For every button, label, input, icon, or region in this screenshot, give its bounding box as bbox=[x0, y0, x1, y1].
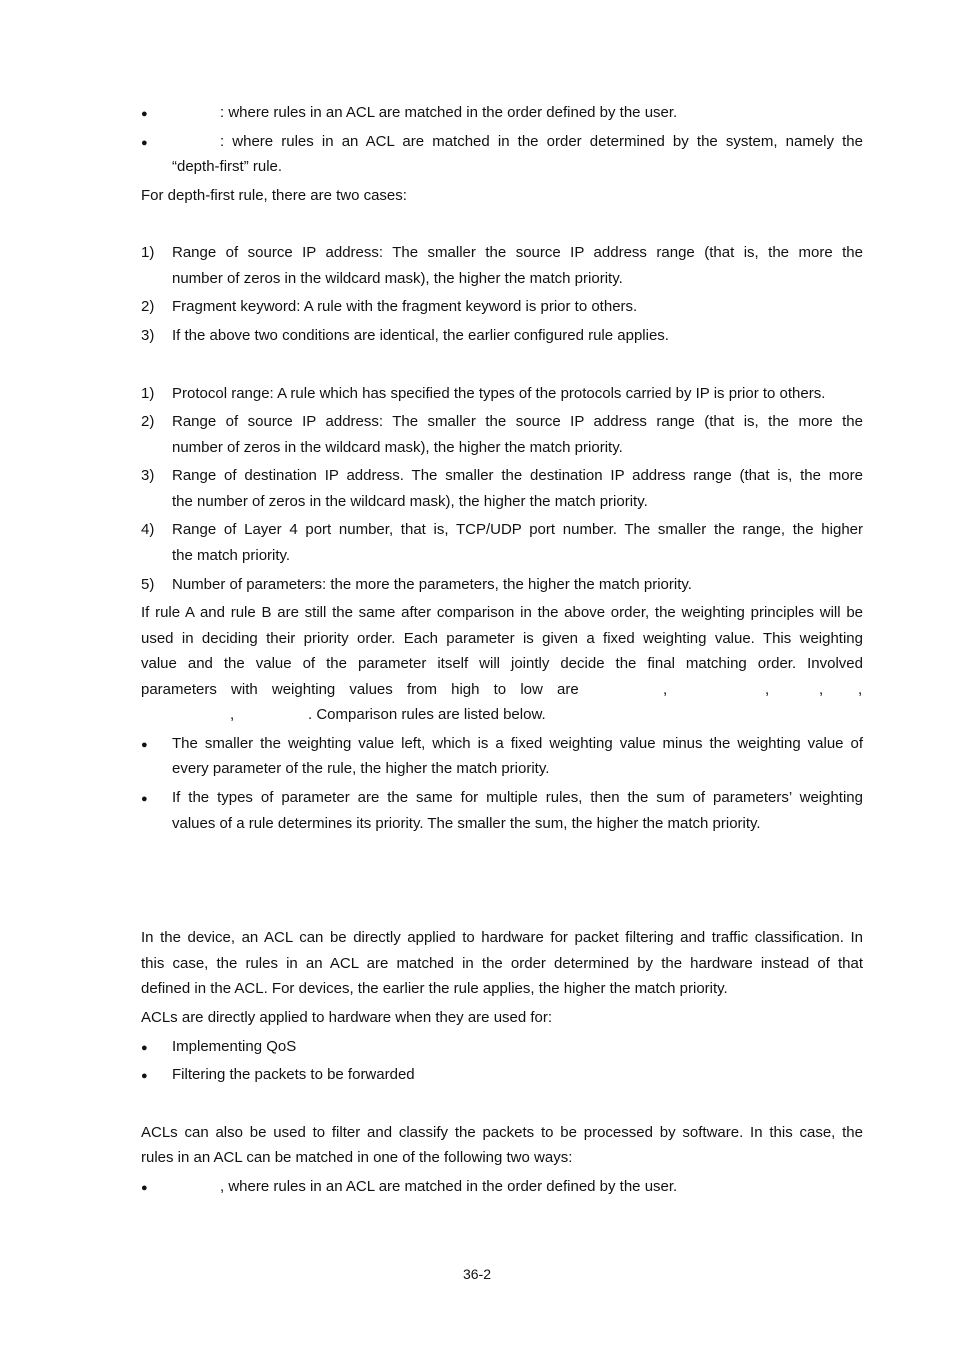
list-number: 5) bbox=[141, 576, 155, 593]
case2-item4-line1: Range of Layer 4 port number, that is, TCP/UDP port number. The smaller the range, the higher bbox=[172, 521, 863, 538]
list-number: 3) bbox=[141, 467, 155, 484]
weighting-line5-tail: . Comparison rules are listed below. bbox=[308, 706, 546, 723]
case1-item1-line2: number of zeros in the wildcard mask), the higher the match priority. bbox=[172, 270, 623, 287]
software-line1: ACLs can also be used to filter and classify the packets to be processed by software. In this case, the bbox=[141, 1124, 863, 1141]
software-bullet1 bbox=[172, 1177, 863, 1197]
bullet-icon: ● bbox=[141, 137, 148, 149]
hardware-bullet-qos: Implementing QoS bbox=[172, 1038, 297, 1055]
case2-item3-line1: Range of destination IP address. The smaller the destination IP address range (that is, the more bbox=[172, 467, 863, 484]
case2-item2-line2: number of zeros in the wildcard mask), the higher the match priority. bbox=[172, 439, 623, 456]
weighting-line4: parameters with weighting values from high to low are bbox=[141, 681, 579, 698]
depth-first-intro: For depth-first rule, there are two cases: bbox=[141, 187, 407, 204]
case2-item2-line1: Range of source IP address: The smaller the source IP address range (that is, the more the bbox=[172, 413, 863, 430]
hardware-line2: this case, the rules in an ACL are matched in the order determined by the hardware instead of that bbox=[141, 955, 863, 972]
bullet-icon: ● bbox=[141, 739, 148, 751]
case1-item1-line1: Range of source IP address: The smaller the source IP address range (that is, the more the bbox=[172, 244, 863, 261]
list-number: 2) bbox=[141, 298, 155, 315]
bullet-icon: ● bbox=[141, 1042, 148, 1054]
list-number: 1) bbox=[141, 244, 155, 261]
software-bullet1-text: , where rules in an ACL are matched in the order defined by the user. bbox=[220, 1178, 678, 1195]
hardware-line3: defined in the ACL. For devices, the earlier the rule applies, the higher the match priority. bbox=[141, 980, 728, 997]
bullet-icon: ● bbox=[141, 108, 148, 120]
bullet-config-order bbox=[172, 103, 863, 123]
rule-bullet2-line2: values of a rule determines its priority. The smaller the sum, the higher the match priority. bbox=[172, 815, 761, 832]
case2-item5: Number of parameters: the more the parameters, the higher the match priority. bbox=[172, 576, 692, 593]
weighting-comma: , bbox=[765, 681, 770, 698]
weighting-line2: used in deciding their priority order. Each parameter is given a fixed weighting value. This weighting bbox=[141, 630, 863, 647]
list-number: 4) bbox=[141, 521, 155, 538]
case1-item3: If the above two conditions are identical, the earlier configured rule applies. bbox=[172, 327, 669, 344]
hardware-line4: ACLs are directly applied to hardware when they are used for: bbox=[141, 1009, 553, 1026]
bullet-icon: ● bbox=[141, 793, 148, 805]
weighting-comma: , bbox=[230, 706, 235, 723]
weighting-comma: , bbox=[663, 681, 668, 698]
software-line2: rules in an ACL can be matched in one of the following two ways: bbox=[141, 1149, 573, 1166]
rule-bullet1-line1: The smaller the weighting value left, which is a fixed weighting value minus the weighting value of bbox=[172, 735, 863, 752]
bullet-config-order-text: : where rules in an ACL are matched in the order defined by the user. bbox=[220, 104, 678, 121]
case2-item4-line2: the match priority. bbox=[172, 547, 291, 564]
weighting-comma: , bbox=[858, 681, 863, 698]
list-number: 2) bbox=[141, 413, 155, 430]
case1-item2: Fragment keyword: A rule with the fragment keyword is prior to others. bbox=[172, 298, 638, 315]
weighting-line3: value and the value of the parameter itself will jointly decide the final matching order. Involved bbox=[141, 655, 863, 672]
list-number: 1) bbox=[141, 385, 155, 402]
hardware-line1: In the device, an ACL can be directly applied to hardware for packet filtering and traffic classification. In bbox=[141, 929, 863, 946]
case2-item1: Protocol range: A rule which has specified the types of the protocols carried by IP is prior to others. bbox=[172, 385, 826, 402]
bullet-icon: ● bbox=[141, 1182, 148, 1194]
page-number: 36-2 bbox=[462, 1266, 492, 1282]
rule-bullet2-line1: If the types of parameter are the same for multiple rules, then the sum of parameters’ weighting bbox=[172, 789, 863, 806]
hardware-bullet-filtering: Filtering the packets to be forwarded bbox=[172, 1066, 415, 1083]
weighting-comma: , bbox=[819, 681, 824, 698]
bullet-auto-order-line2: “depth-first” rule. bbox=[172, 158, 283, 175]
case2-item3-line2: the number of zeros in the wildcard mask), the higher the match priority. bbox=[172, 493, 648, 510]
rule-bullet1-line2: every parameter of the rule, the higher the match priority. bbox=[172, 760, 550, 777]
bullet-auto-order-line1: : where rules in an ACL are matched in the order determined by the system, namely the bbox=[220, 133, 863, 150]
bullet-icon: ● bbox=[141, 1070, 148, 1082]
list-number: 3) bbox=[141, 327, 155, 344]
weighting-line1: If rule A and rule B are still the same after comparison in the above order, the weighting principles will be bbox=[141, 604, 863, 621]
